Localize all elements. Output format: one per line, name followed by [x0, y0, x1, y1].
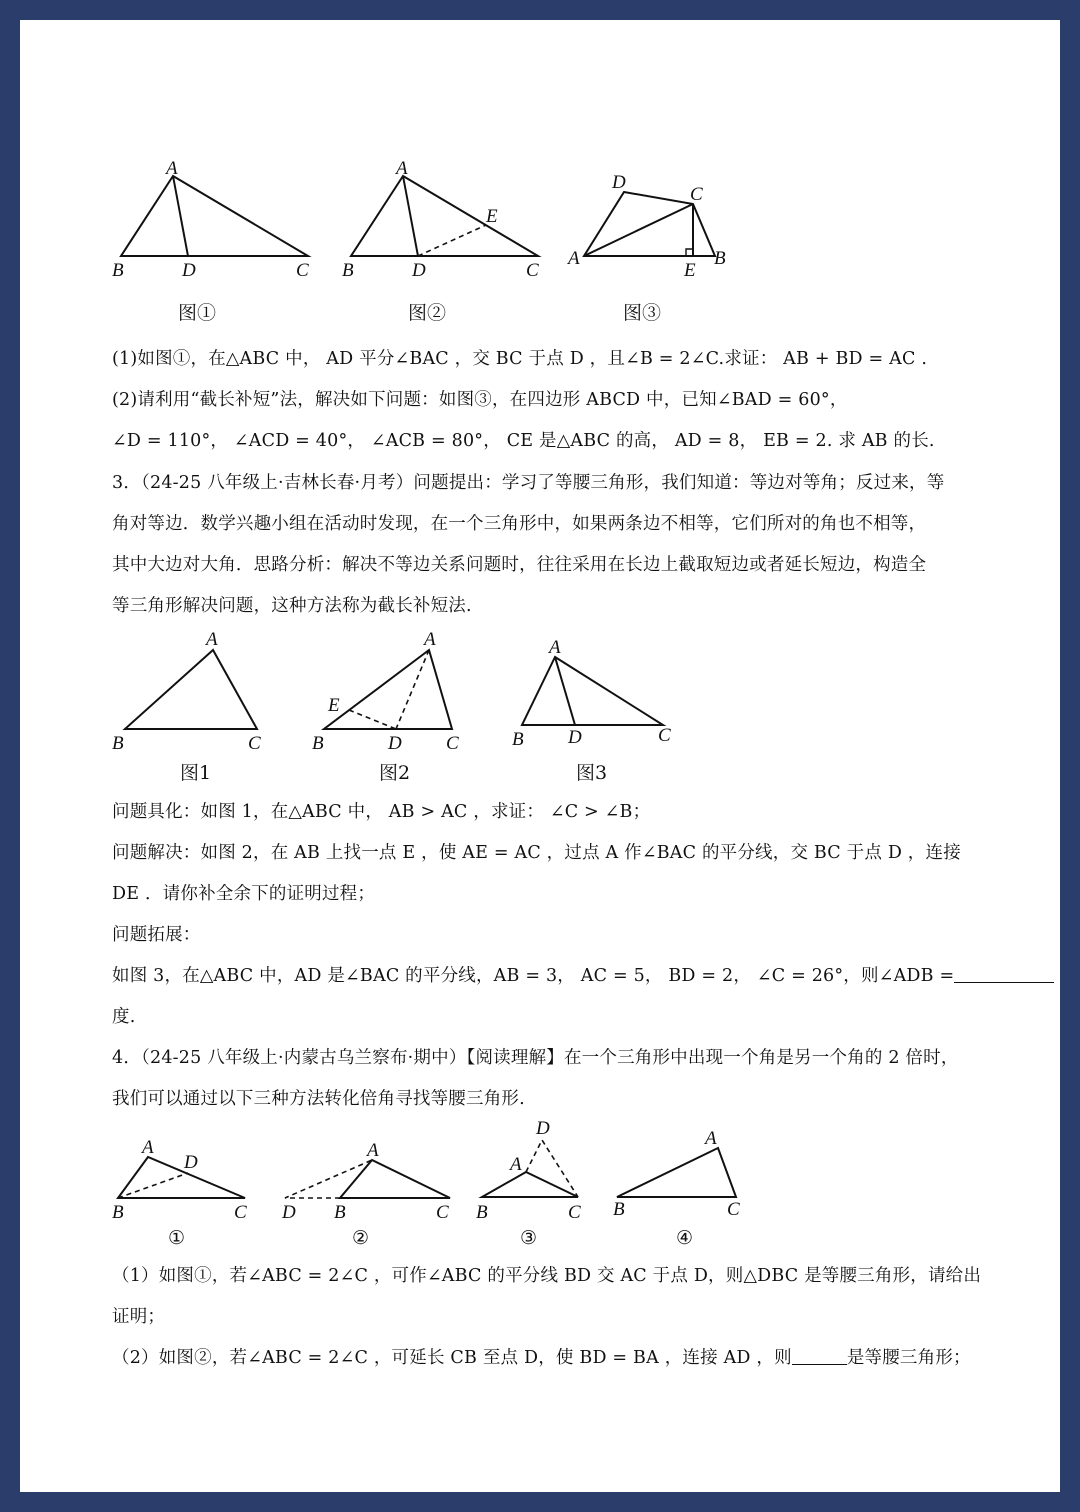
- point-label: C: [248, 733, 261, 754]
- point-label: D: [184, 1152, 198, 1173]
- point-label: D: [536, 1118, 550, 1139]
- q4-figure-1-caption: ①: [168, 1227, 186, 1249]
- q3-extend-line2: 度.: [112, 1007, 136, 1027]
- q3-concrete: 问题具化：如图 1，在△ABC 中， AB > AC ，求证： ∠C > ∠B；: [112, 802, 651, 822]
- point-label: A: [396, 158, 408, 179]
- point-label: B: [613, 1199, 625, 1220]
- point-label: B: [312, 733, 324, 754]
- q3-figure-1: [100, 625, 300, 755]
- figure-3-caption: 图③: [623, 302, 662, 324]
- q3-intro-line2: 角对等边．数学兴趣小组在活动时发现，在一个三角形中，如果两条边不相等，它们所对的角也不相等，: [112, 514, 927, 534]
- point-label: C: [727, 1199, 740, 1220]
- point-label: B: [112, 260, 124, 281]
- point-label: C: [690, 184, 703, 205]
- point-label: B: [476, 1202, 488, 1223]
- q3-figure-2: [300, 625, 500, 755]
- point-label: C: [658, 725, 671, 746]
- answer-blank[interactable]: [954, 966, 1054, 983]
- point-label: C: [526, 260, 539, 281]
- q3-figure-2-caption: 图2: [379, 762, 411, 784]
- point-label: A: [510, 1154, 522, 1175]
- point-label: C: [568, 1202, 581, 1223]
- point-label: B: [342, 260, 354, 281]
- q4-figure-2-caption: ②: [352, 1227, 370, 1249]
- worksheet-page: [20, 20, 1060, 1492]
- q3-extend-line1: [112, 962, 1054, 987]
- q3-extend-text: 如图 3，在△ABC 中，AD 是∠BAC 的平分线，AB = 3， AC = 5， BD = 2， ∠C = 26°，则∠ADB =: [112, 966, 955, 986]
- q4-figure-1: [100, 1120, 280, 1230]
- figure-3-quadrilateral-abcd: [560, 150, 780, 280]
- point-label: D: [388, 733, 402, 754]
- q4-part1-line2: 证明；: [112, 1307, 166, 1327]
- point-label: A: [367, 1140, 379, 1161]
- point-label: B: [112, 1202, 124, 1223]
- point-label: B: [714, 248, 726, 269]
- point-label: C: [296, 260, 309, 281]
- q4-part1-line1: （1）如图①，若∠ABC = 2∠C ，可作∠ABC 的平分线 BD 交 AC 于点 D，则△DBC 是等腰三角形，请给出: [112, 1266, 982, 1286]
- point-label: E: [486, 206, 498, 227]
- q4-figure-4-caption: ④: [676, 1227, 694, 1249]
- point-label: D: [612, 172, 626, 193]
- q2-part1: (1)如图①，在△ABC 中， AD 平分∠BAC ，交 BC 于点 D ，且∠B = 2∠C.求证： AB + BD = AC .: [112, 349, 928, 369]
- q4-part2-line: [112, 1344, 971, 1369]
- q4-part2-text: （2）如图②，若∠ABC = 2∠C ，可延长 CB 至点 D，使 BD = BA ，连接 AD ，则: [112, 1348, 792, 1368]
- q3-figure-1-caption: 图1: [180, 762, 212, 784]
- q4-figure-4: [600, 1120, 780, 1230]
- point-label: C: [446, 733, 459, 754]
- point-label: E: [328, 695, 340, 716]
- q3-intro-line4: 等三角形解决问题，这种方法称为截长补短法.: [112, 596, 472, 616]
- q4-figure-2: [270, 1120, 480, 1230]
- point-label: A: [166, 158, 178, 179]
- point-label: B: [112, 733, 124, 754]
- q3-solve-line1: 问题解决：如图 2，在 AB 上找一点 E ，使 AE = AC ，过点 A 作∠BAC 的平分线，交 BC 于点 D ，连接: [112, 843, 961, 863]
- q2-part2-line2: ∠D = 110°， ∠ACD = 40°， ∠ACB = 80°， CE 是△ABC 的高， AD = 8， EB = 2. 求 AB 的长.: [112, 431, 935, 451]
- figure-2-triangle-abc-e: [330, 150, 570, 280]
- point-label: D: [412, 260, 426, 281]
- point-label: A: [568, 248, 580, 269]
- point-label: A: [142, 1137, 154, 1158]
- q3-figure-3-caption: 图3: [576, 762, 608, 784]
- q4-figure-3-caption: ③: [520, 1227, 538, 1249]
- figure-2-caption: 图②: [408, 302, 447, 324]
- q4-intro-line2: 我们可以通过以下三种方法转化倍角寻找等腰三角形.: [112, 1089, 525, 1109]
- q3-figure-3: [500, 625, 700, 755]
- q3-intro-line3: 其中大边对大角．思路分析：解决不等边关系问题时，往往采用在长边上截取短边或者延长短边，构造全: [112, 555, 927, 575]
- point-label: D: [182, 260, 196, 281]
- point-label: A: [206, 629, 218, 650]
- q2-part2-line1: (2)请利用“截长补短”法，解决如下问题：如图③，在四边形 ABCD 中，已知∠BAD = 60°，: [112, 390, 848, 410]
- point-label: A: [424, 629, 436, 650]
- point-label: A: [705, 1128, 717, 1149]
- point-label: B: [334, 1202, 346, 1223]
- point-label: A: [549, 637, 561, 658]
- answer-blank[interactable]: [792, 1348, 847, 1365]
- point-label: C: [234, 1202, 247, 1223]
- q4-intro-line1: 4．（24-25 八年级上·内蒙古乌兰察布·期中）【阅读理解】在一个三角形中出现一个角是另一个角的 2 倍时，: [112, 1048, 959, 1068]
- q3-solve-line2: DE ．请你补全余下的证明过程；: [112, 884, 376, 904]
- point-label: D: [568, 727, 582, 748]
- point-label: E: [684, 260, 696, 281]
- figure-1-caption: 图①: [178, 302, 217, 324]
- figure-1-triangle-abd: [100, 150, 340, 280]
- q3-intro-line1: 3．（24-25 八年级上·吉林长春·月考）问题提出：学习了等腰三角形，我们知道：等边对等角；反过来，等: [112, 473, 945, 493]
- q4-part2-tail: 是等腰三角形；: [846, 1348, 971, 1368]
- point-label: B: [512, 729, 524, 750]
- point-label: D: [282, 1202, 296, 1223]
- point-label: C: [436, 1202, 449, 1223]
- q3-extend-title: 问题拓展：: [112, 925, 201, 945]
